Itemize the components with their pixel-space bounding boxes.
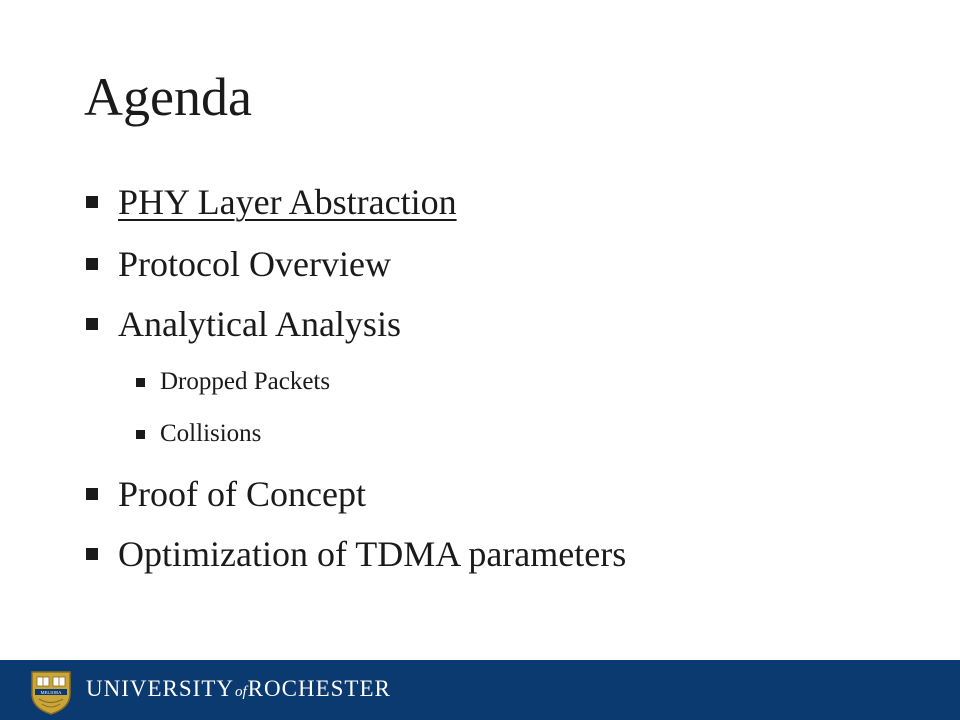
square-bullet-icon — [136, 378, 145, 387]
agenda-item-phy-layer-abstraction[interactable] — [86, 180, 457, 224]
agenda-item-optimization-tdma — [86, 532, 626, 576]
agenda-item-analytical-analysis — [86, 302, 401, 346]
agenda-item-protocol-overview — [86, 242, 391, 286]
wordmark-rochester: ROCHESTER — [247, 676, 391, 701]
wordmark-university: UNIVERSITY — [86, 676, 234, 701]
square-bullet-icon — [86, 196, 98, 208]
seal-motto: MELIORA — [40, 690, 62, 695]
agenda-subitem-label: Dropped Packets — [160, 368, 331, 395]
agenda-subitem-label: Collisions — [160, 420, 262, 447]
square-bullet-icon — [86, 318, 98, 330]
square-bullet-icon — [136, 430, 145, 439]
wordmark-of: of — [235, 684, 247, 700]
agenda-item-label: Protocol Overview — [118, 244, 391, 284]
square-bullet-icon — [86, 548, 98, 560]
square-bullet-icon — [86, 258, 98, 270]
agenda-link-phy-layer-abstraction[interactable]: PHY Layer Abstraction — [118, 182, 457, 222]
agenda-subitem-dropped-packets — [136, 366, 330, 398]
agenda-item-proof-of-concept — [86, 472, 366, 516]
slide-title: Agenda — [84, 67, 252, 127]
agenda-item-label: Proof of Concept — [118, 474, 366, 514]
footer-bar — [0, 660, 960, 720]
agenda-subitem-collisions — [136, 418, 261, 450]
agenda-item-label: Analytical Analysis — [118, 304, 401, 344]
university-seal-icon — [28, 668, 74, 716]
agenda-item-label: Optimization of TDMA parameters — [118, 534, 627, 574]
square-bullet-icon — [86, 488, 98, 500]
university-wordmark — [86, 676, 391, 704]
